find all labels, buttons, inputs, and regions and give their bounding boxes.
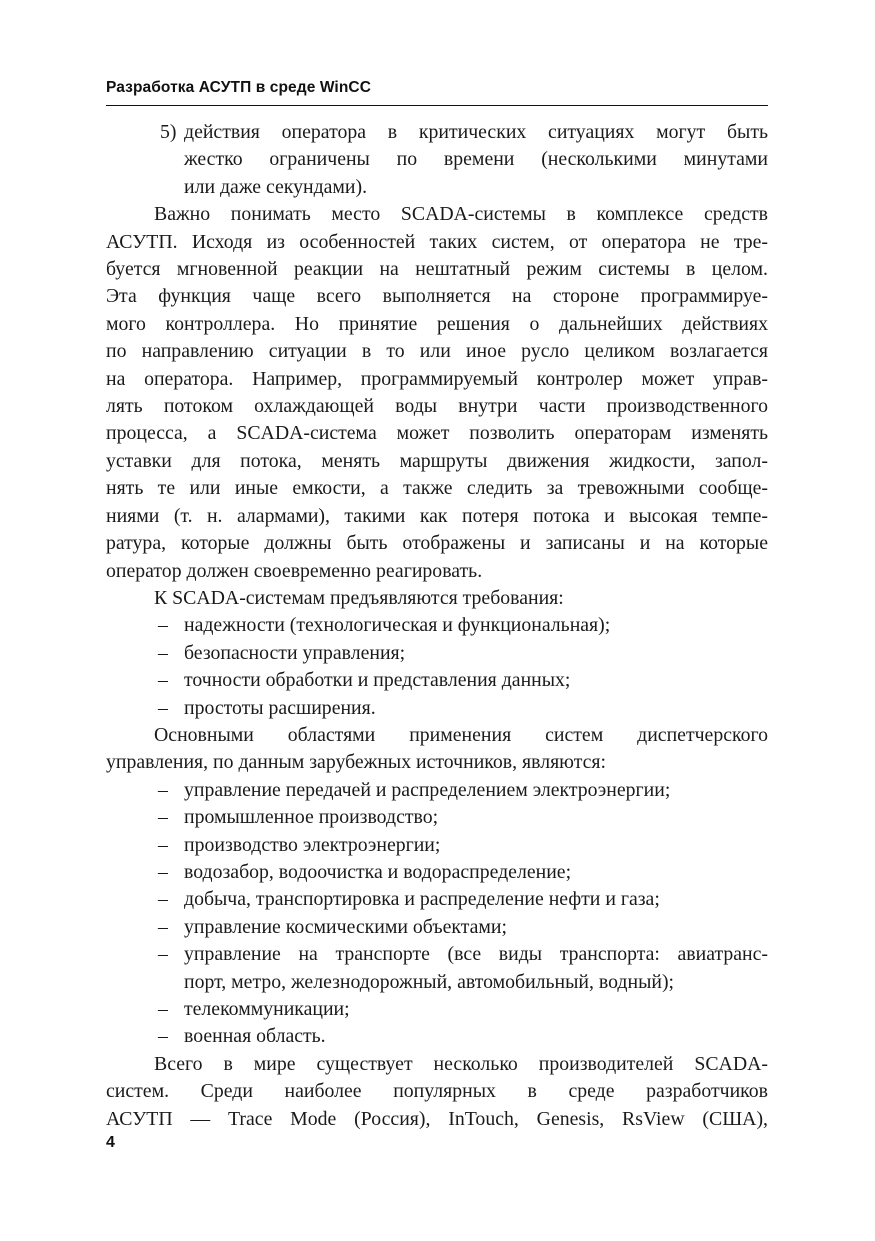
text-line: управления, по данным зарубежных источников, являются:	[106, 751, 606, 774]
text-line: Всего в мире существует несколько производителей SCADA-	[154, 1052, 768, 1075]
text-line: по направлению ситуации в то или иное русло целиком возлагается	[106, 340, 768, 363]
list-dash: –	[158, 1025, 168, 1048]
list-item	[106, 859, 768, 886]
list-dash: –	[158, 614, 168, 637]
text-line: на оператора. Например, программируемый контролер может управ-	[106, 367, 768, 390]
paragraph	[106, 201, 768, 585]
text-line: Основными областями применения систем диспетчерского	[154, 723, 768, 746]
text-line: АСУТП — Trace Mode (Россия), InTouch, Genesis, RsView (США),	[106, 1107, 768, 1130]
list-dash: –	[158, 778, 168, 801]
list-dash: –	[158, 888, 168, 911]
text-line: процесса, а SCADA-система может позволить операторам изменять	[106, 422, 768, 445]
list-dash: –	[158, 860, 168, 883]
list-item-text: управление передачей и распределением электроэнергии;	[184, 778, 671, 801]
list-item	[106, 667, 768, 694]
list-item-text: порт, метро, железнодорожный, автомобильный, водный);	[184, 970, 675, 993]
text-line: ниями (т. н. алармами), такими как потеря потока и высокая темпе-	[106, 504, 768, 527]
list-item-text: управление космическими объектами;	[184, 915, 507, 938]
list-dash: –	[158, 806, 168, 829]
text-line: АСУТП. Исходя из особенностей таких систем, от оператора не тре-	[106, 230, 768, 253]
text-line: ратура, которые должны быть отображены и записаны и на которые	[106, 532, 768, 555]
body-text	[106, 119, 768, 1133]
list-item-text: управление на транспорте (все виды транспорта: авиатранс-	[184, 943, 768, 966]
paragraph	[106, 585, 768, 612]
list-item	[106, 640, 768, 667]
list-dash: –	[158, 669, 168, 692]
paragraph	[106, 1051, 768, 1133]
text-line: Важно понимать место SCADA-системы в комплексе средств	[154, 203, 768, 226]
numbered-list-item	[106, 119, 768, 201]
list-item	[106, 804, 768, 831]
text-line: нять те или иные емкости, а также следить за тревожными сообще-	[106, 477, 768, 500]
list-dash: –	[158, 998, 168, 1020]
header-rule	[106, 105, 768, 106]
list-item	[106, 914, 768, 941]
text-line: жестко ограничены по времени (несколькими минутами	[184, 148, 768, 171]
item-number: 5)	[160, 121, 177, 143]
list-dash: –	[158, 943, 168, 966]
list-item	[106, 886, 768, 913]
list-item-text: производство электроэнергии;	[184, 833, 441, 856]
text-line: оператор должен своевременно реагировать.	[106, 559, 483, 582]
page-number: 4	[106, 1134, 115, 1151]
list-item	[106, 1023, 768, 1050]
text-line: систем. Среди наиболее популярных в среде разработчиков	[106, 1080, 768, 1103]
list-item-text: добыча, транспортировка и распределение нефти и газа;	[184, 888, 660, 911]
list-item-text: промышленное производство;	[184, 806, 439, 829]
list-item	[106, 777, 768, 804]
list-item-text: простоты расширения.	[184, 696, 376, 719]
list-dash: –	[158, 833, 168, 856]
running-head: Разработка АСУТП в среде WinCC	[106, 79, 371, 96]
text-line: уставки для потока, менять маршруты движения жидкости, запол-	[106, 449, 768, 472]
list-dash: –	[158, 696, 168, 719]
paragraph	[106, 722, 768, 777]
text-line: лять потоком охлаждающей воды внутри части производственного	[106, 395, 768, 418]
list-item	[106, 695, 768, 722]
list-item	[106, 612, 768, 639]
text-line: Эта функция чаще всего выполняется на стороне программируе-	[106, 285, 768, 308]
text-line: действия оператора в критических ситуациях могут быть	[184, 121, 768, 143]
list-item-text: точности обработки и представления данных;	[184, 669, 571, 692]
list-item	[106, 996, 768, 1023]
list-item-text: телекоммуникации;	[184, 998, 350, 1020]
list-item-text: безопасности управления;	[184, 641, 406, 664]
list-item	[106, 941, 768, 996]
list-dash: –	[158, 915, 168, 938]
list-item	[106, 832, 768, 859]
list-item-text: надежности (технологическая и функциональная);	[184, 614, 611, 637]
list-item-text: военная область.	[184, 1025, 326, 1048]
list-item-text: водозабор, водоочистка и водораспределение;	[184, 860, 572, 883]
text-line: мого контроллера. Но принятие решения о дальнейших действиях	[106, 312, 768, 335]
text-line: К SCADA-системам предъявляются требования:	[154, 586, 564, 609]
text-line: буется мгновенной реакции на нештатный режим системы в целом.	[106, 258, 768, 281]
list-dash: –	[158, 641, 168, 664]
text-line: или даже секундами).	[184, 175, 368, 198]
